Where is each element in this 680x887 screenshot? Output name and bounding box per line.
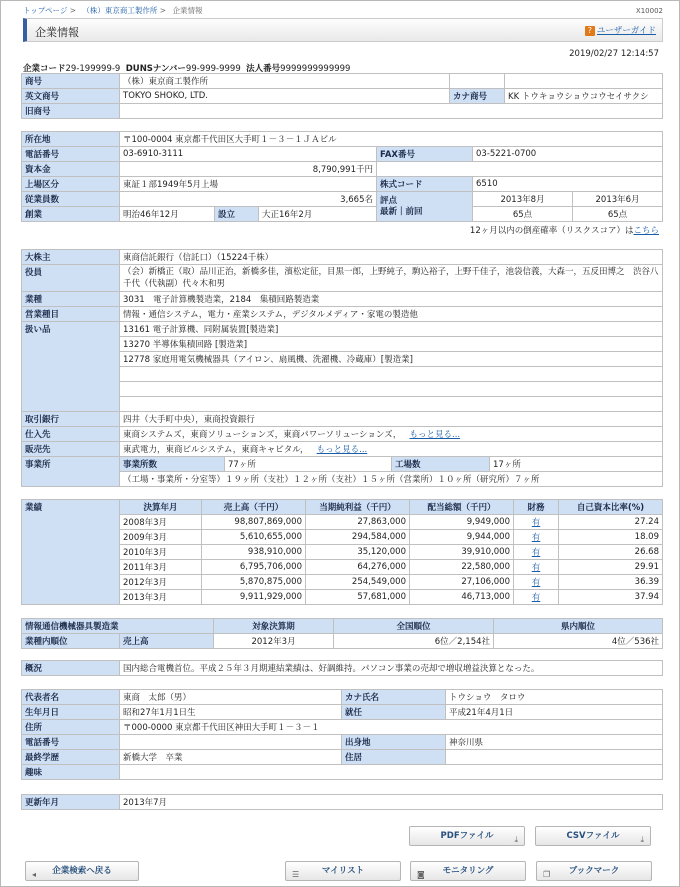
- summary-text: 国内総合電機首位。平成２５年３月期連結業績は、好調維持。パソコン事業の売却で増収増益決算となった。: [120, 661, 663, 676]
- equity-ratio: 27.24: [559, 515, 663, 530]
- founded: 明治46年12月: [120, 207, 215, 222]
- corporate-table: [21, 131, 663, 222]
- financial-link[interactable]: 有: [531, 548, 541, 558]
- breadcrumb: [23, 5, 663, 16]
- dividend: 9,949,000: [410, 515, 514, 530]
- rep-kana-label: カナ氏名: [342, 690, 446, 705]
- pdf-download-button[interactable]: [409, 826, 525, 846]
- old-name-label: 旧商号: [22, 104, 120, 119]
- bookmark-button-label: ブックマーク: [568, 866, 620, 876]
- listing-label: 上場区分: [22, 177, 120, 192]
- update-table: [21, 794, 663, 810]
- financial-link[interactable]: 有: [531, 578, 541, 588]
- mylist-button-label: マイリスト: [321, 866, 365, 876]
- rss-icon: ◙: [417, 870, 425, 879]
- rep-address: 〒000-0000 東京都千代田区神田大手町１－３－１: [120, 720, 663, 735]
- english-name-label: 英文商号: [22, 89, 120, 104]
- industry-rank-label: 業種内順位: [22, 634, 120, 649]
- address-label: 所在地: [22, 132, 120, 147]
- breadcrumb-current: 企業情報: [172, 6, 203, 15]
- bookmark-icon: ❐: [543, 870, 551, 879]
- equity-ratio: 18.09: [559, 530, 663, 545]
- rep-inauguration: 平成21年4月1日: [446, 705, 663, 720]
- office-count: 77ヶ所: [225, 457, 392, 472]
- profit: 35,120,000: [306, 545, 410, 560]
- stock-code: 6510: [473, 177, 663, 192]
- mylist-button[interactable]: [285, 861, 401, 881]
- col-sales: 売上高（千円）: [202, 500, 306, 515]
- rep-kana: トウショウ タロウ: [446, 690, 663, 705]
- financial-link[interactable]: 有: [531, 518, 541, 528]
- kana-name: KK トウキョウショウコウセイサクシ: [505, 89, 663, 104]
- product-item: 13270 半導体集積回路 [製造業]: [120, 337, 663, 352]
- factory-count-label: 工場数: [392, 457, 490, 472]
- col-profit: 当期純利益（千円）: [306, 500, 410, 515]
- dividend: 22,580,000: [410, 560, 514, 575]
- dividend: 9,944,000: [410, 530, 514, 545]
- breadcrumb-separator: >: [69, 6, 77, 15]
- address: 〒100-0004 東京都千代田区大手町１－３－１ＪＡビル: [120, 132, 663, 147]
- shareholder-label: 大株主: [22, 250, 120, 265]
- sales: 6,795,706,000: [202, 560, 306, 575]
- old-name: [120, 104, 663, 119]
- rep-residence-label: 住居: [342, 750, 446, 765]
- ranking-table: [21, 618, 663, 649]
- financial-link[interactable]: 有: [531, 563, 541, 573]
- period: 2010年3月: [120, 545, 202, 560]
- sales: 98,807,869,000: [202, 515, 306, 530]
- rep-birth-label: 生年月日: [22, 705, 120, 720]
- top-bar: [23, 5, 663, 17]
- supplier-label: 仕入先: [22, 427, 120, 442]
- english-name: TOKYO SHOKO, LTD.: [120, 89, 450, 104]
- risk-score-link[interactable]: こちら: [633, 226, 659, 236]
- period: 2008年3月: [120, 515, 202, 530]
- rank-period: 2012年3月: [214, 634, 334, 649]
- equity-ratio: 26.68: [559, 545, 663, 560]
- duns-number: 99-999-9999: [185, 64, 241, 74]
- latest-previous-label: 最新｜前回: [380, 206, 423, 217]
- rep-hobby: [120, 765, 663, 780]
- stock-code-label: 株式コード: [377, 177, 473, 192]
- rep-tel-label: 電話番号: [22, 735, 120, 750]
- dividend: 27,106,000: [410, 575, 514, 590]
- risk-note-text: 12ヶ月以内の倒産確率（リスクスコア）は: [469, 226, 634, 236]
- profit: 294,584,000: [306, 530, 410, 545]
- factory-count: 17ヶ所: [490, 457, 663, 472]
- founded-label: 創業: [22, 207, 120, 222]
- products-label: 扱い品: [22, 322, 120, 412]
- update-date: 2013年7月: [120, 795, 663, 810]
- shareholder: 東商信託銀行（信託口）（15224千株）: [120, 250, 663, 265]
- duns-label: DUNSナンバー: [125, 64, 186, 74]
- officers-label: 役員: [22, 265, 120, 292]
- rep-hometown-label: 出身地: [342, 735, 446, 750]
- risk-note: [470, 224, 659, 236]
- rep-tel: [120, 735, 342, 750]
- score-previous: 65点: [573, 207, 663, 222]
- prefecture-rank-label: 県内順位: [494, 619, 663, 634]
- score-date-previous: 2013年6月: [573, 192, 663, 207]
- company-code: 29-199999-9: [65, 64, 121, 74]
- back-button-label: 企業検索へ戻る: [52, 866, 112, 876]
- bank: 四井（大手町中央），東商投資銀行: [120, 412, 663, 427]
- sales: 938,910,000: [202, 545, 306, 560]
- established: 大正16年2月: [259, 207, 377, 222]
- rank-period-label: 対象決算期: [214, 619, 334, 634]
- user-guide-label: ユーザーガイド: [596, 26, 656, 36]
- company-name: （株）東京商工製作所: [120, 74, 450, 89]
- summary-table: [21, 660, 663, 676]
- employees: 3,665名: [120, 192, 377, 207]
- product-item: 12778 家庭用電気機械器具（アイロン、扇風機、洗濯機、冷蔵庫）[製造業]: [120, 352, 663, 367]
- back-to-search-button[interactable]: [25, 861, 139, 881]
- sales: 5,610,655,000: [202, 530, 306, 545]
- financial-link[interactable]: 有: [531, 533, 541, 543]
- office-label: 事業所: [22, 457, 120, 487]
- capital-label: 資本金: [22, 162, 120, 177]
- update-label: 更新年月: [22, 795, 120, 810]
- performance-table: [21, 499, 663, 605]
- dividend: 39,910,000: [410, 545, 514, 560]
- national-rank-label: 全国順位: [334, 619, 494, 634]
- employees-label: 従業員数: [22, 192, 120, 207]
- equity-ratio: 37.94: [559, 590, 663, 605]
- bank-label: 取引銀行: [22, 412, 120, 427]
- office-count-label: 事業所数: [120, 457, 225, 472]
- period: 2011年3月: [120, 560, 202, 575]
- performance-label: 業績: [22, 500, 120, 605]
- office-detail: （工場・事業所・分室等）１９ヶ所（支社）１２ヶ所（支社）１５ヶ所（営業所）１０ヶ所（研究所）７ヶ所: [120, 472, 663, 487]
- tel: 03-6910-3111: [120, 147, 377, 162]
- monitoring-button-label: モニタリング: [442, 866, 494, 876]
- score-date-latest: 2013年8月: [473, 192, 573, 207]
- rep-hobby-label: 趣味: [22, 765, 120, 780]
- pdf-button-label: PDFファイル: [440, 831, 494, 841]
- csv-download-button[interactable]: [535, 826, 651, 846]
- business-category-label: 営業種目: [22, 307, 120, 322]
- basic-info-table: [21, 73, 663, 119]
- score-latest: 65点: [473, 207, 573, 222]
- sales: 9,911,929,000: [202, 590, 306, 605]
- breadcrumb-separator: >: [159, 6, 167, 15]
- financial-link[interactable]: 有: [531, 593, 541, 603]
- fax-label: FAX番号: [377, 147, 473, 162]
- supplier-cell: [120, 427, 663, 442]
- chevron-left-icon: ◂: [32, 870, 37, 879]
- rep-address-label: 住所: [22, 720, 120, 735]
- rep-birth: 昭和27年1月1日生: [120, 705, 342, 720]
- suppliers: 東商システムズ，東商ソリューションズ，東商パワーソリューションズ，: [123, 430, 402, 440]
- monitoring-button[interactable]: [410, 861, 526, 881]
- period: 2012年3月: [120, 575, 202, 590]
- rep-residence: [446, 750, 663, 765]
- dividend: 46,713,000: [410, 590, 514, 605]
- prefecture-rank: 4位／536社: [494, 634, 663, 649]
- rank-industry: 情報通信機械器具製造業: [22, 619, 214, 634]
- customer-cell: [120, 442, 663, 457]
- profit: 64,276,000: [306, 560, 410, 575]
- bookmark-button[interactable]: [536, 861, 652, 881]
- product-item: 13161 電子計算機、同附属装置[製造業]: [120, 322, 663, 337]
- help-icon: ?: [585, 26, 595, 36]
- rep-name: 東商 太郎（男）: [120, 690, 342, 705]
- business-category: 情報・通信システム，電力・産業システム，デジタルメディア・家電の製造他: [120, 307, 663, 322]
- customer-label: 販売先: [22, 442, 120, 457]
- breadcrumb-company-link[interactable]: （株）東京商工製作所: [82, 6, 158, 15]
- list-icon: ☰: [292, 870, 300, 879]
- rep-education-label: 最終学歴: [22, 750, 120, 765]
- national-rank: 6位／2,154社: [334, 634, 494, 649]
- officers: （会）新橋正（取）品川正治，新橋多佳，濱松定征，目黒一郎，上野純子，駒込裕子，上野千佳子，池袋信義，大森一，五反田博之 渋谷八千代（代執副）代々木和男: [120, 265, 663, 292]
- score-label-cell: [377, 192, 473, 222]
- rep-hometown: 神奈川県: [446, 735, 663, 750]
- corp-number: 9999999999999: [280, 64, 351, 74]
- col-equity-ratio: 自己資本比率(%): [559, 500, 663, 515]
- datetime: 2019/02/27 12:14:57: [569, 49, 659, 59]
- company-code-label: 企業コード: [23, 64, 66, 74]
- industry-label: 業種: [22, 292, 120, 307]
- business-table: [21, 249, 663, 487]
- listing: 東証１部1949年5月上場: [120, 177, 377, 192]
- customers: 東武電力，東商ビルシステム，東商キャピタル，: [123, 445, 309, 455]
- established-label: 設立: [215, 207, 259, 222]
- download-icon: ⤓: [640, 835, 644, 844]
- page-title: 企業情報: [35, 26, 79, 39]
- kana-name-label: カナ商号: [450, 89, 505, 104]
- rep-name-label: 代表者名: [22, 690, 120, 705]
- col-period: 決算年月: [120, 500, 202, 515]
- rep-inauguration-label: 就任: [342, 705, 446, 720]
- name-label: 商号: [22, 74, 120, 89]
- fax: 03-5221-0700: [473, 147, 663, 162]
- industry: 3031 電子計算機製造業，2184 集積回路製造業: [120, 292, 663, 307]
- tel-label: 電話番号: [22, 147, 120, 162]
- profit: 57,681,000: [306, 590, 410, 605]
- equity-ratio: 36.39: [559, 575, 663, 590]
- rep-education: 新橋大学 卒業: [120, 750, 342, 765]
- profit: 27,863,000: [306, 515, 410, 530]
- score-label: 評点: [380, 195, 398, 206]
- profit: 254,549,000: [306, 575, 410, 590]
- summary-label: 概況: [22, 661, 120, 676]
- title-bar: [23, 18, 663, 42]
- csv-button-label: CSVファイル: [566, 831, 620, 841]
- col-financial: 財務: [514, 500, 559, 515]
- col-dividend: 配当総額（千円）: [410, 500, 514, 515]
- corp-number-label: 法人番号: [246, 64, 281, 74]
- equity-ratio: 29.91: [559, 560, 663, 575]
- download-icon: ⤓: [514, 835, 518, 844]
- screen-code: X10002: [635, 7, 663, 15]
- breadcrumb-top-link[interactable]: トップページ: [23, 6, 68, 15]
- capital: 8,790,991千円: [120, 162, 377, 177]
- customer-more-link[interactable]: もっと見る...: [316, 445, 368, 455]
- rank-item: 売上高: [120, 634, 214, 649]
- supplier-more-link[interactable]: もっと見る...: [409, 430, 461, 440]
- period: 2013年3月: [120, 590, 202, 605]
- user-guide-link[interactable]: [585, 24, 656, 36]
- period: 2009年3月: [120, 530, 202, 545]
- representative-table: [21, 689, 663, 780]
- sales: 5,870,875,000: [202, 575, 306, 590]
